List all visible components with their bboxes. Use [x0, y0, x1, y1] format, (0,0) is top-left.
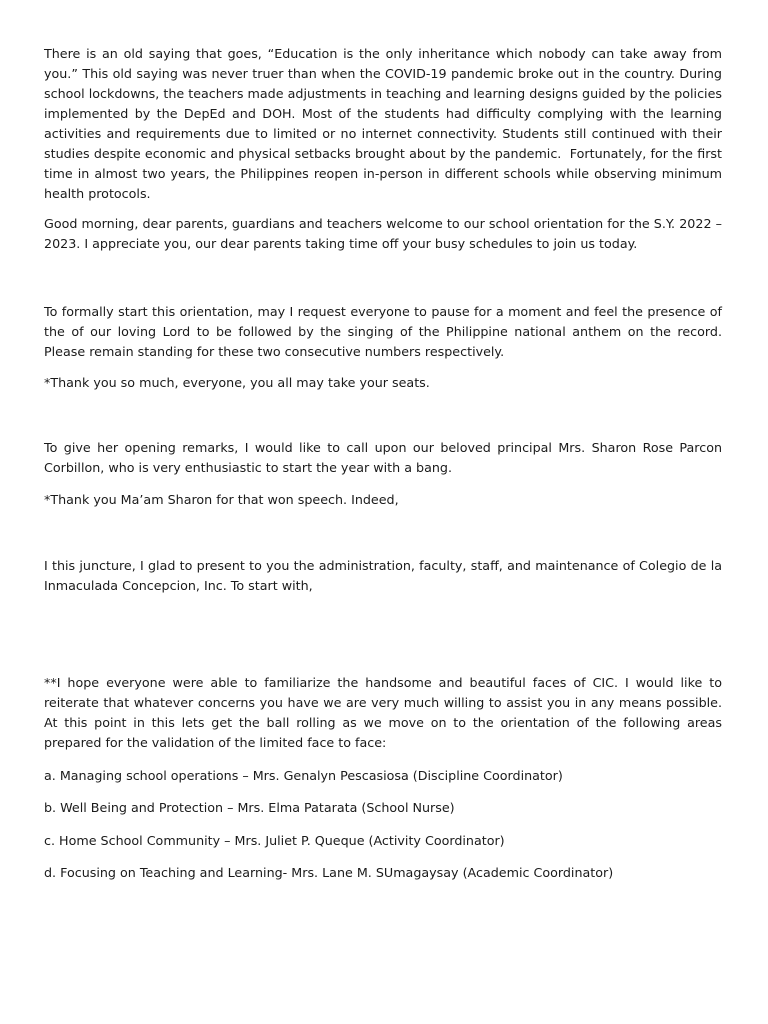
greeting-paragraph: Good morning, dear parents, guardians and teachers welcome to our school orientation for the S.Y. 2022 – 2023. I appreciate you, our dear parents taking time off your busy schedules to join us today. — [44, 216, 722, 251]
intro-paragraph: There is an old saying that goes, “Education is the only inheritance which nobody can take away from you.” This old saying was never truer than when the COVID-19 pandemic broke out in the country. During school lockdowns, the teachers made adjustments in teaching and learning designs guided by the policies implemented by the DepEd and DOH. Most of the students had difficulty complying with the learning activities and requirements due to limited or no internet connectivity. Students still continued with their studies despite economic and physical setbacks brought about by the pandemic. Fortunately, for the first time in almost two years, the Philippines reopen in-person in different schools while observing minimum health protocols. — [44, 46, 722, 201]
area-list-item: c. Home School Community – Mrs. Juliet P. Queque (Activity Coordinator) — [44, 833, 505, 848]
opening-remarks-paragraph: To give her opening remarks, I would like to call upon our beloved principal Mrs. Sharon Rose Parcon Corbillon, who is very enthusiastic to start the year with a bang. — [44, 440, 722, 475]
introduction-staff-paragraph: I this juncture, I glad to present to you the administration, faculty, staff, and maintenance of Colegio de la Inmaculada Concepcion, Inc. To start with, — [44, 558, 722, 593]
area-list-item: b. Well Being and Protection – Mrs. Elma Patarata (School Nurse) — [44, 800, 455, 815]
orientation-areas-intro-paragraph: **I hope everyone were able to familiarize the handsome and beautiful faces of CIC. I would like to reiterate that whatever concerns you have we are very much willing to assist you in any means possible. At this point in this lets get the ball rolling as we move on to the orientation of the following areas prepared for the validation of the limited face to face: — [44, 675, 722, 750]
area-list-item: d. Focusing on Teaching and Learning- Mrs. Lane M. SUmagaysay (Academic Coordinator) — [44, 865, 614, 880]
thank-you-seats-paragraph: *Thank you so much, everyone, you all may take your seats. — [44, 375, 430, 390]
prayer-anthem-paragraph: To formally start this orientation, may I request everyone to pause for a moment and feel the presence of the of our loving Lord to be followed by the singing of the Philippine national anthem on the record. Please remain standing for these two consecutive numbers respectively. — [44, 304, 722, 359]
area-list-item: a. Managing school operations – Mrs. Genalyn Pescasiosa (Discipline Coordinator) — [44, 768, 563, 783]
thank-you-principal-paragraph: *Thank you Ma’am Sharon for that won speech. Indeed, — [44, 492, 399, 507]
